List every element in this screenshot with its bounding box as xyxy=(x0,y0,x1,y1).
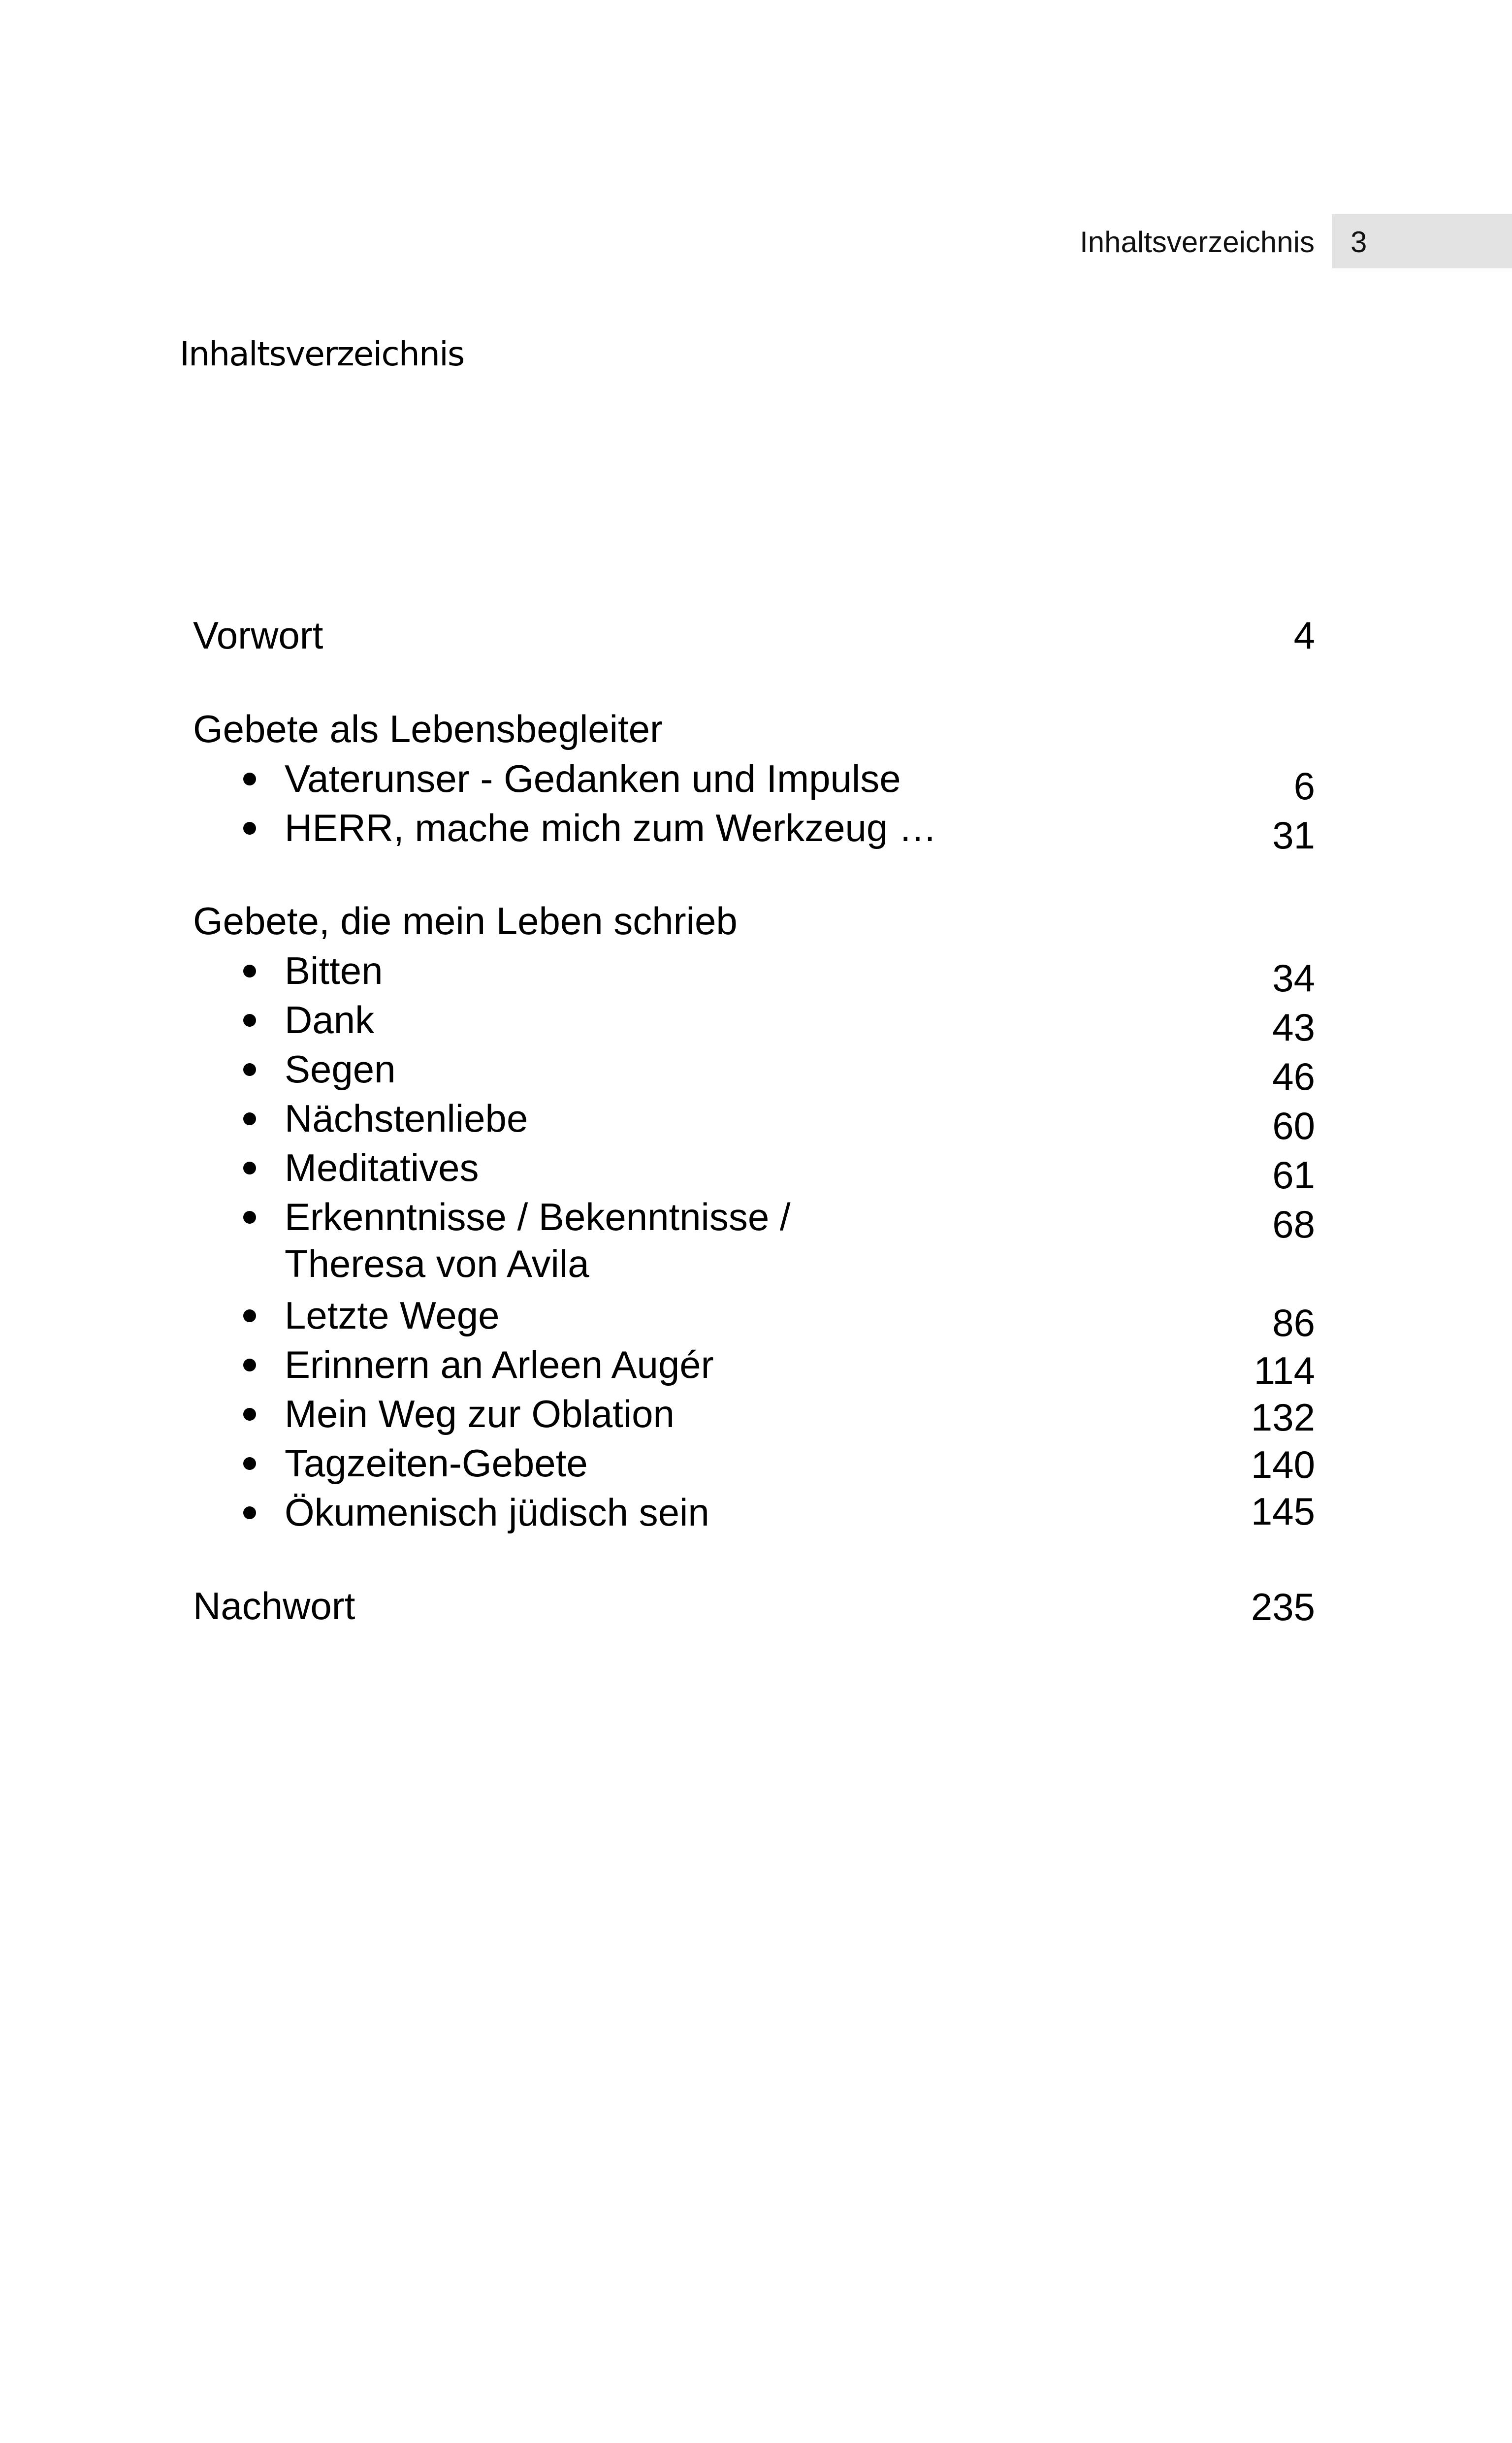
toc-entry-nachwort: Nachwort xyxy=(193,1584,355,1628)
toc-page: 34 xyxy=(1272,956,1315,1000)
page-number-box xyxy=(1332,214,1512,268)
toc-page: 68 xyxy=(1272,1203,1315,1246)
toc-section-title: Gebete, die mein Leben schrieb xyxy=(193,899,738,943)
toc-page: 132 xyxy=(1251,1396,1315,1439)
bullet-icon xyxy=(243,822,256,835)
bullet-icon xyxy=(243,1112,256,1125)
toc-entry-continuation: Theresa von Avila xyxy=(285,1242,589,1285)
toc-page: 60 xyxy=(1272,1104,1315,1147)
toc-page: 61 xyxy=(1272,1153,1315,1197)
toc-entry: Segen xyxy=(285,1047,396,1091)
toc-page: 6 xyxy=(1293,764,1315,808)
toc-entry: Mein Weg zur Oblation xyxy=(285,1392,675,1435)
toc-entry: Erkenntnisse / Bekenntnisse / xyxy=(285,1195,791,1238)
page-number: 3 xyxy=(1351,226,1367,259)
bullet-icon xyxy=(243,1309,256,1322)
toc-entry: Meditatives xyxy=(285,1146,479,1189)
toc-page-nachwort: 235 xyxy=(1251,1585,1315,1629)
toc-entry: Nächstenliebe xyxy=(285,1097,528,1140)
bullet-icon xyxy=(243,1506,256,1519)
toc-entry: Ökumenisch jüdisch sein xyxy=(285,1491,709,1534)
toc-entry: Erinnern an Arleen Augér xyxy=(285,1343,714,1386)
toc-section-title: Gebete als Lebensbegleiter xyxy=(193,707,663,750)
bullet-icon xyxy=(243,965,256,977)
toc-page: 145 xyxy=(1251,1490,1315,1533)
toc-page-vorwort: 4 xyxy=(1293,614,1315,657)
bullet-icon xyxy=(243,1014,256,1027)
toc-entry: Bitten xyxy=(285,949,383,992)
toc-entry-vorwort: Vorwort xyxy=(193,614,323,657)
bullet-icon xyxy=(243,1162,256,1174)
toc-page: 140 xyxy=(1251,1443,1315,1486)
toc-page: 43 xyxy=(1272,1006,1315,1049)
toc-entry: Tagzeiten-Gebete xyxy=(285,1441,588,1485)
bullet-icon xyxy=(243,1457,256,1470)
toc-page: 31 xyxy=(1272,814,1315,857)
bullet-icon xyxy=(243,1063,256,1076)
toc-entry: Letzte Wege xyxy=(285,1294,500,1337)
toc-page: 86 xyxy=(1272,1301,1315,1344)
toc-entry: Dank xyxy=(285,998,375,1042)
toc-entry: HERR, mache mich zum Werkzeug … xyxy=(285,806,937,849)
toc-page: 46 xyxy=(1272,1055,1315,1098)
bullet-icon xyxy=(243,1408,256,1421)
toc-entry: Vaterunser - Gedanken und Impulse xyxy=(285,757,901,800)
bullet-icon xyxy=(243,773,256,785)
toc-heading: Inhaltsverzeichnis xyxy=(180,335,464,374)
bullet-icon xyxy=(243,1211,256,1224)
running-header-title: Inhaltsverzeichnis xyxy=(1080,226,1315,259)
bullet-icon xyxy=(243,1359,256,1371)
toc-page: 114 xyxy=(1254,1349,1315,1392)
